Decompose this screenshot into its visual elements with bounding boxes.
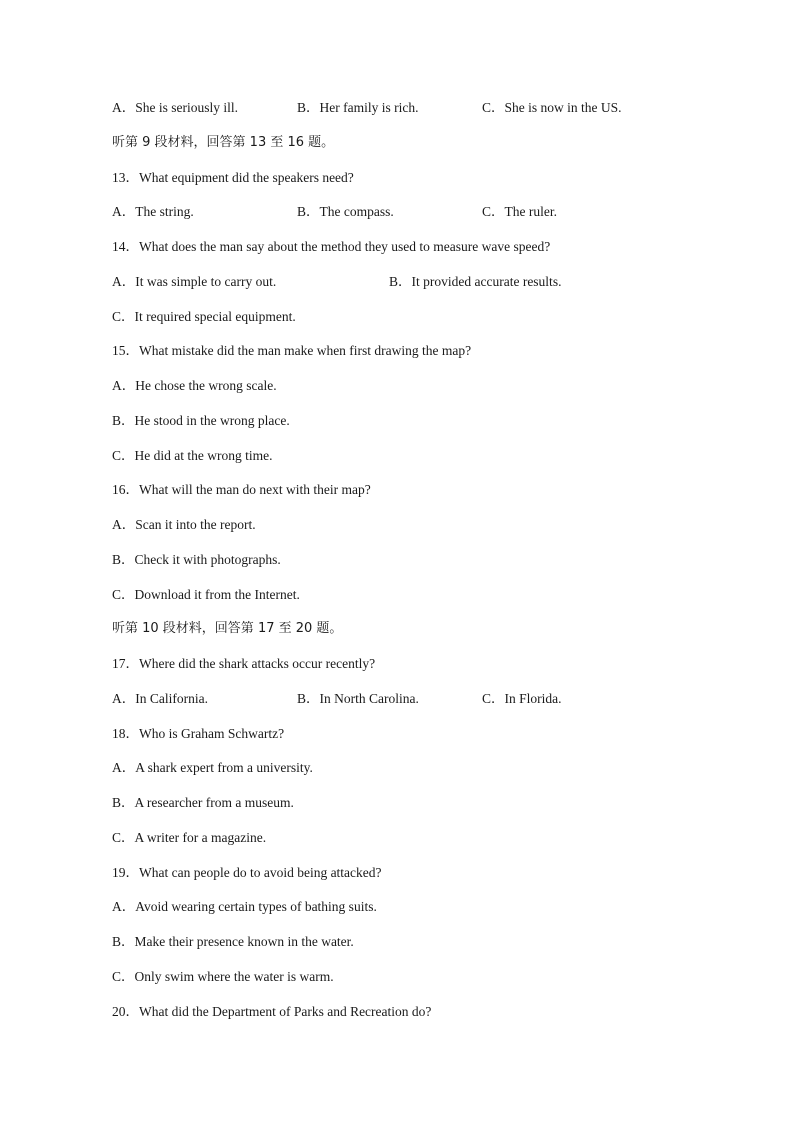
question-text: 16．What will the man do next with their map? xyxy=(112,482,371,498)
question-text: 15．What mistake did the man make when first drawing the map? xyxy=(112,343,472,359)
answer-option: C．She is now in the US. xyxy=(482,100,622,115)
answer-option: B．Make their presence known in the water. xyxy=(112,934,354,949)
answer-option: A．It was simple to carry out. xyxy=(112,273,277,289)
answer-option: B．The compass. xyxy=(297,204,394,220)
answer-option: C．Download it from the Internet. xyxy=(112,586,300,602)
answer-option: B．A researcher from a museum. xyxy=(112,795,294,810)
answer-option: C．Only swim where the water is warm. xyxy=(112,968,334,984)
answer-option: B．Check it with photographs. xyxy=(112,551,281,567)
section-heading: 听第 9 段材料，回答第 13 至 16 题。 xyxy=(112,134,335,150)
answer-option: A．She is seriously ill. xyxy=(112,100,239,115)
answer-option: A．A shark expert from a university. xyxy=(112,760,313,776)
answer-option: A．He chose the wrong scale. xyxy=(112,378,277,393)
answer-option: C．It required special equipment. xyxy=(112,308,296,324)
question-text: 20．What did the Department of Parks and Recreation do? xyxy=(112,1003,432,1019)
answer-option: A．In California. xyxy=(112,690,208,706)
answer-option: C．He did at the wrong time. xyxy=(112,447,273,463)
question-text: 18．Who is Graham Schwartz? xyxy=(112,725,285,741)
question-text: 13．What equipment did the speakers need? xyxy=(112,169,354,185)
answer-option: C．In Florida. xyxy=(482,690,562,706)
answer-option: B．It provided accurate results. xyxy=(389,273,562,289)
answer-option: B．In North Carolina. xyxy=(297,690,419,706)
answer-option: B．He stood in the wrong place. xyxy=(112,412,290,428)
answer-option: C．The ruler. xyxy=(482,204,557,220)
answer-option: C．A writer for a magazine. xyxy=(112,829,267,845)
section-heading: 听第 10 段材料，回答第 17 至 20 题。 xyxy=(112,621,343,637)
answer-option: A．The string. xyxy=(112,204,194,220)
answer-option: B．Her family is rich. xyxy=(297,100,419,115)
answer-option: A．Avoid wearing certain types of bathing suits. xyxy=(112,899,377,915)
question-text: 14．What does the man say about the method they used to measure wave speed? xyxy=(112,239,551,254)
question-text: 19．What can people do to avoid being attacked? xyxy=(112,864,382,880)
question-text: 17．Where did the shark attacks occur recently? xyxy=(112,656,376,671)
answer-option: A．Scan it into the report. xyxy=(112,517,256,532)
